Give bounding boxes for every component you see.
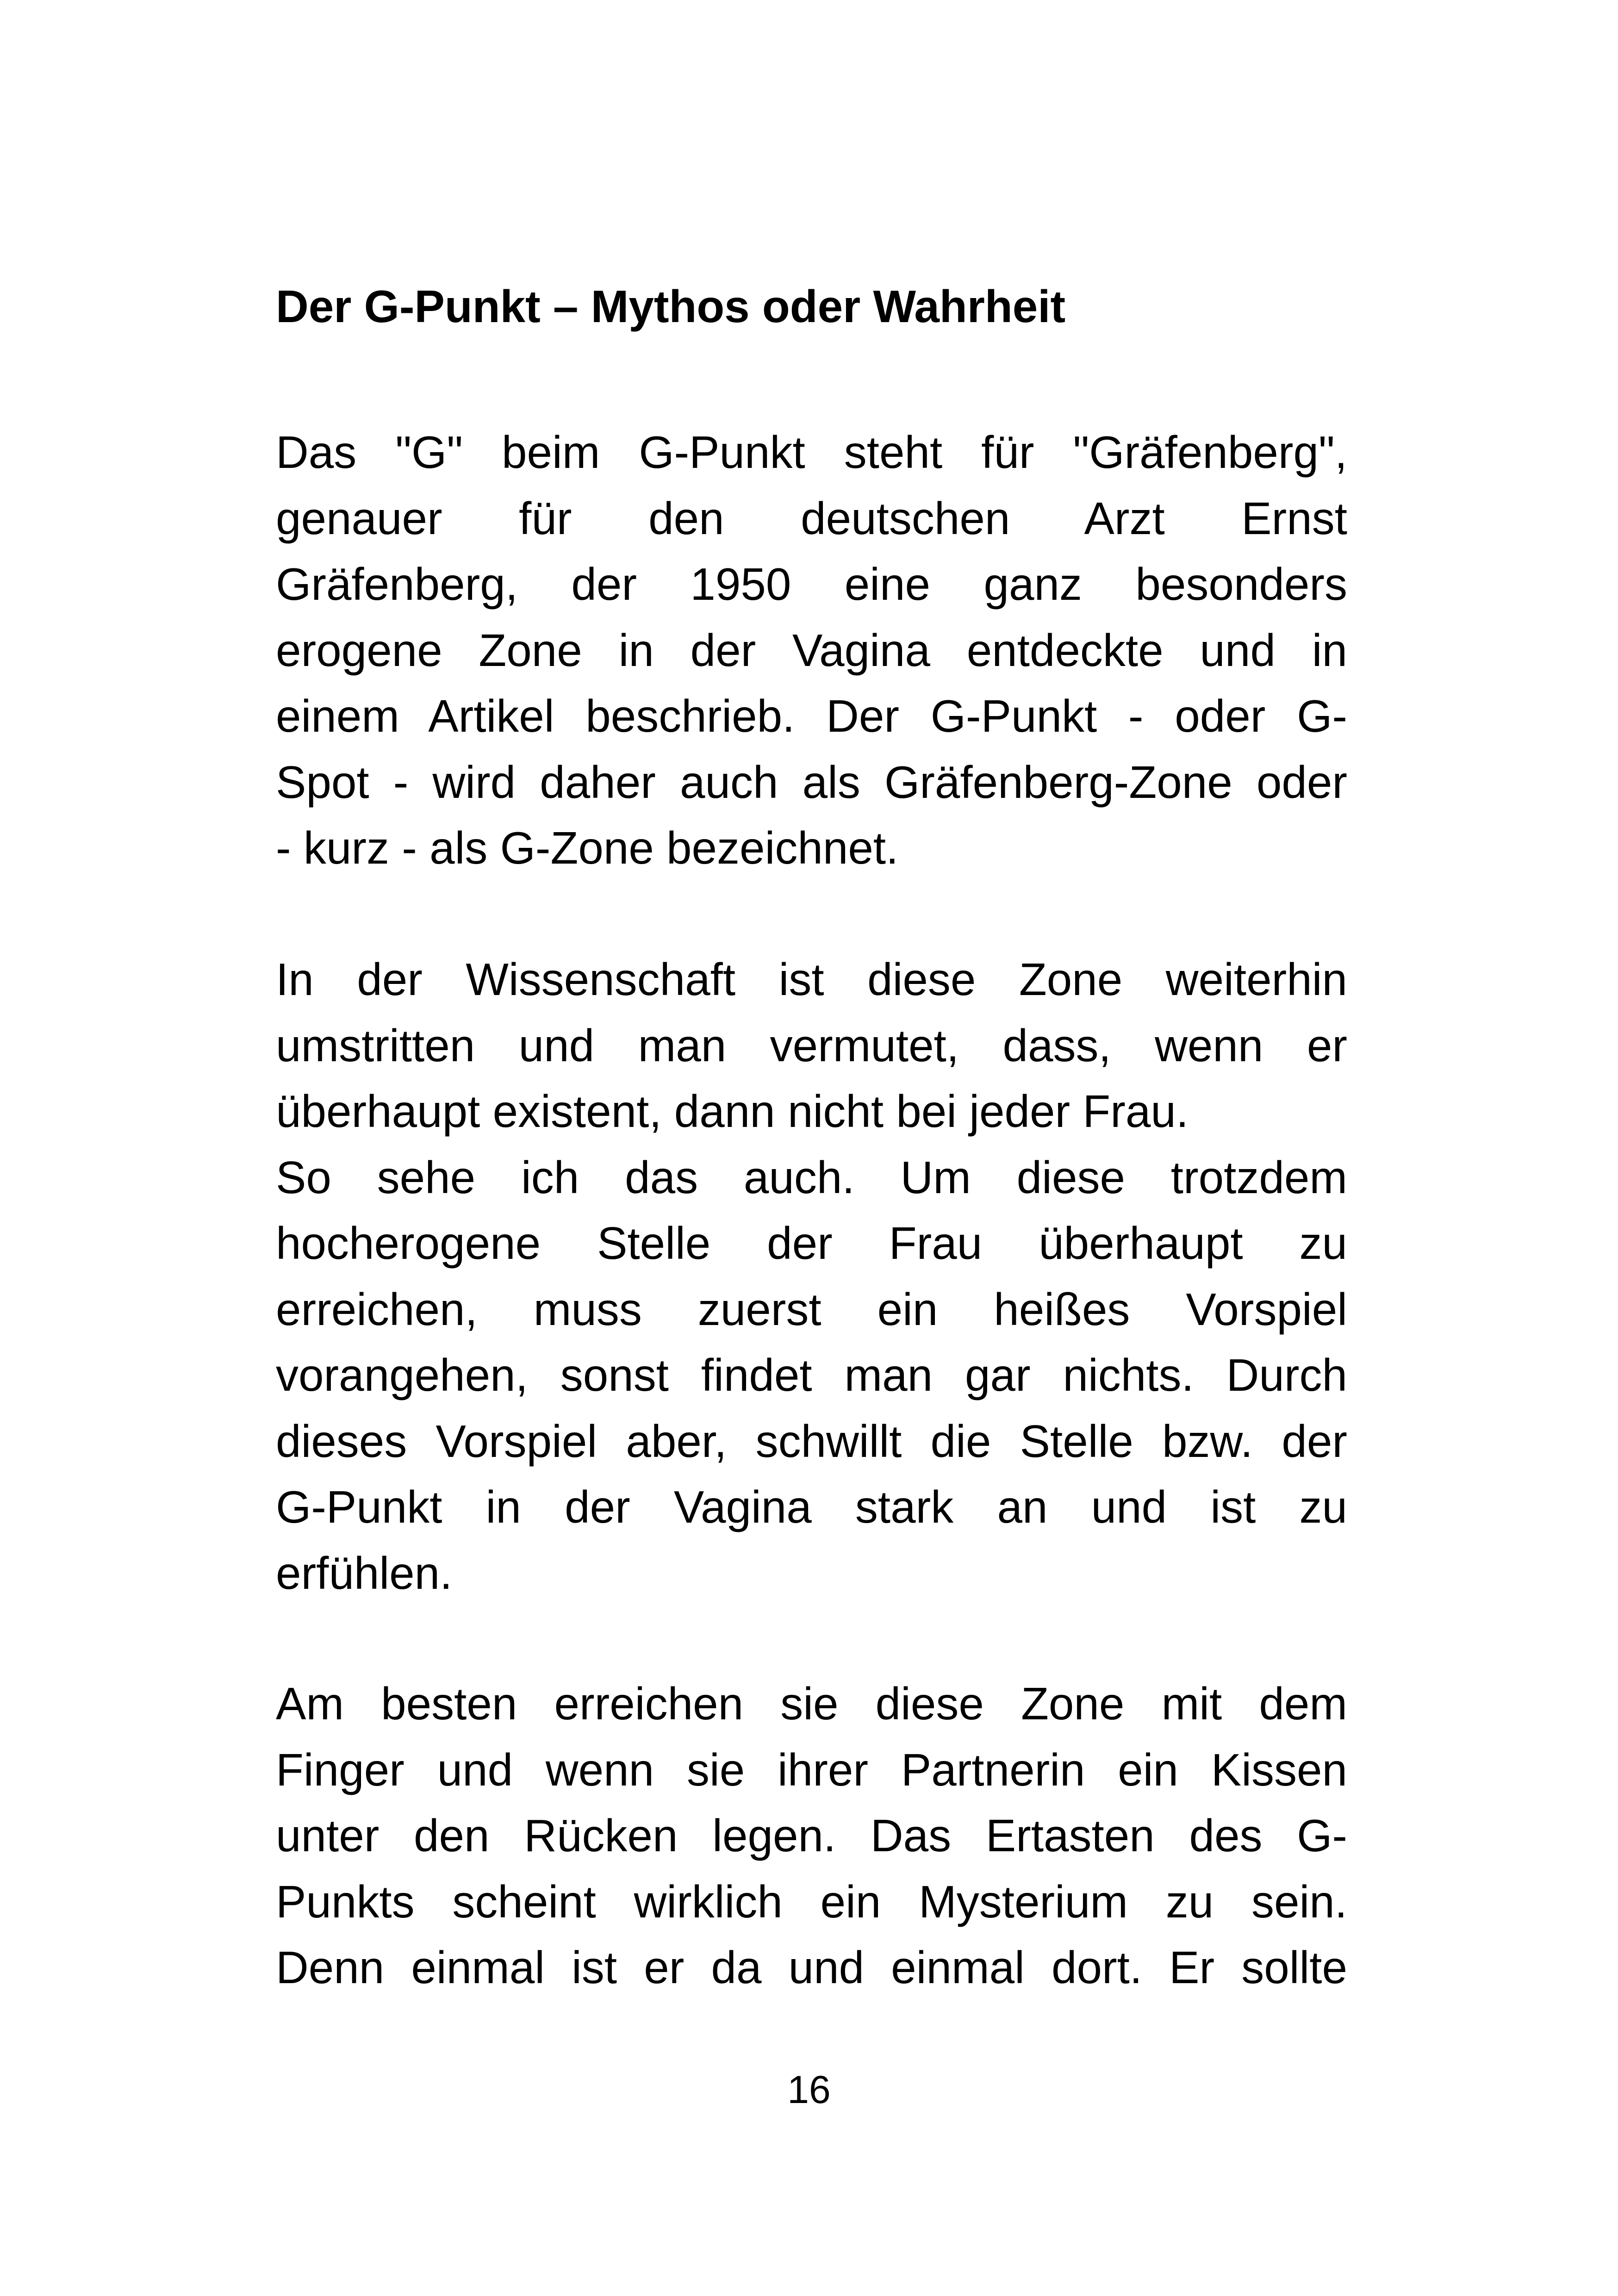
text-line: G-Punkt in der Vagina stark an und ist zu	[276, 1481, 1347, 1532]
text-line: erfühlen.	[276, 1547, 453, 1599]
text-line: einem Artikel beschrieb. Der G-Punkt - oder G-	[276, 691, 1347, 741]
text-line: Am besten erreichen sie diese Zone mit dem	[276, 1678, 1347, 1729]
paragraph-2	[276, 946, 1347, 1606]
text-line: erreichen, muss zuerst ein heißes Vorspiel	[276, 1283, 1347, 1335]
text-line: genauer für den deutschen Arzt Ernst	[276, 492, 1347, 544]
text-line: Finger und wenn sie ihrer Partnerin ein Kissen	[276, 1744, 1347, 1795]
text-line: dieses Vorspiel aber, schwillt die Stelle bzw. der	[276, 1415, 1347, 1467]
text-line: Spot - wird daher auch als Gräfenberg-Zone oder	[276, 756, 1347, 808]
text-line: vorangehen, sonst findet man gar nichts. Durch	[276, 1350, 1347, 1400]
text-line: hocherogene Stelle der Frau überhaupt zu	[276, 1218, 1347, 1269]
paragraph-3	[276, 1671, 1347, 2001]
text-line: Gräfenberg, der 1950 eine ganz besonders	[276, 559, 1347, 610]
chapter-heading: Der G-Punkt – Mythos oder Wahrheit	[276, 281, 1066, 332]
text-line: Denn einmal ist er da und einmal dort. Er sollte	[276, 1942, 1347, 1993]
text-line: unter den Rücken legen. Das Ertasten des G-	[276, 1810, 1347, 1861]
text-line: In der Wissenschaft ist diese Zone weiterhin	[276, 954, 1347, 1005]
paragraph-1	[276, 419, 1347, 881]
text-line: umstritten und man vermutet, dass, wenn er	[276, 1020, 1347, 1071]
text-line: Punkts scheint wirklich ein Mysterium zu sein.	[276, 1876, 1347, 1927]
text-line: - kurz - als G-Zone bezeichnet.	[276, 822, 899, 873]
text-line: So sehe ich das auch. Um diese trotzdem	[276, 1151, 1347, 1203]
page-number: 16	[787, 2068, 831, 2111]
text-line: erogene Zone in der Vagina entdeckte und in	[276, 624, 1347, 676]
text-line: überhaupt existent, dann nicht bei jeder Frau.	[276, 1086, 1189, 1137]
text-line: Das "G" beim G-Punkt steht für "Gräfenberg",	[276, 427, 1347, 478]
